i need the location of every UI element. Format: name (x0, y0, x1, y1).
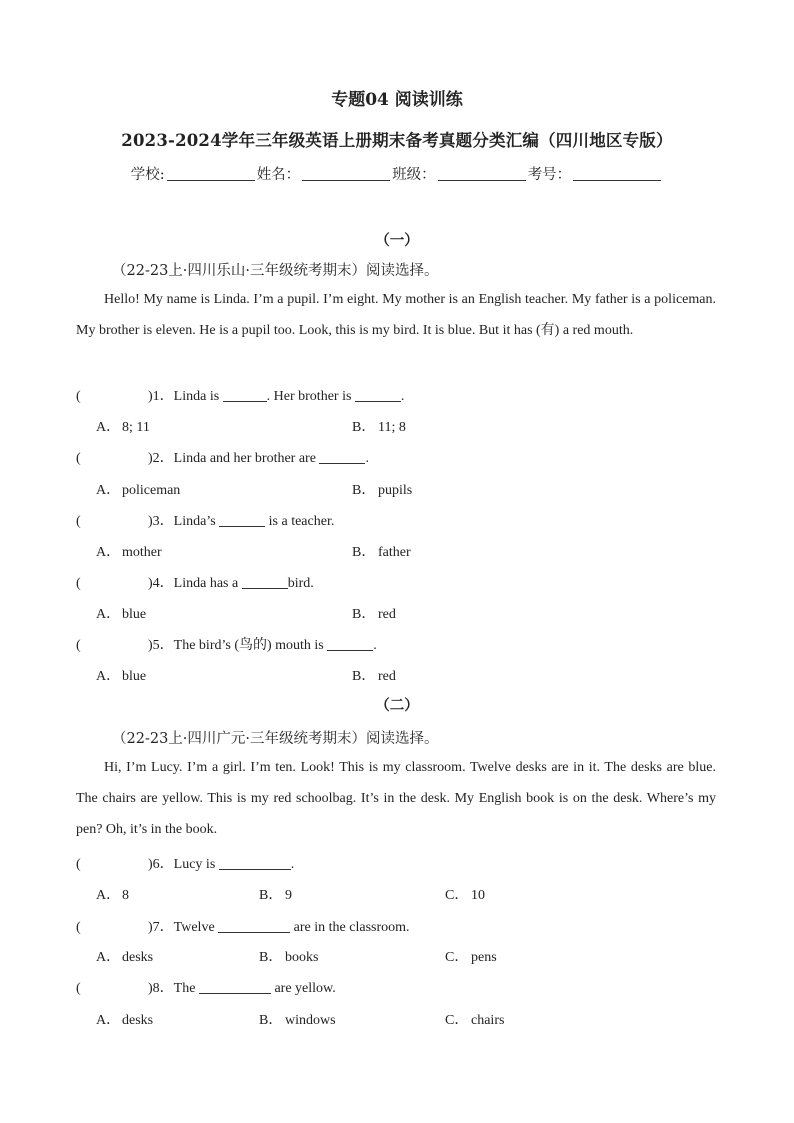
page-title: 专题04 阅读训练 (331, 90, 463, 110)
question-2: ( )2．Linda and her brother are . (76, 451, 369, 466)
option-5b[interactable]: B． red (352, 669, 396, 684)
question-8: ( )8．The are yellow. (76, 981, 336, 996)
option-8b[interactable]: B． windows (259, 1013, 336, 1028)
option-4b[interactable]: B． red (352, 607, 396, 622)
option-2a[interactable]: A． policeman (96, 483, 181, 498)
question-7: ( )7．Twelve are in the classroom. (76, 920, 410, 935)
class-field[interactable] (438, 166, 526, 181)
section-1-source: （22-23上·四川乐山·三年级统考期末）阅读选择。 (112, 263, 439, 279)
student-info-line (0, 163, 794, 184)
option-2b[interactable]: B． pupils (352, 483, 413, 498)
answer-blank[interactable] (327, 637, 373, 651)
answer-blank[interactable] (355, 388, 401, 402)
option-7c[interactable]: C． pens (445, 950, 497, 965)
answer-blank[interactable] (219, 513, 265, 527)
option-8c[interactable]: C． chairs (445, 1013, 505, 1028)
option-6c[interactable]: C． 10 (445, 888, 485, 903)
exam-no-field[interactable] (573, 166, 661, 181)
answer-blank[interactable] (319, 450, 365, 464)
section-2-passage: Hi, I’m Lucy. I’m a girl. I’m ten. Look! This is my classroom. Twelve desks are in it. The desks are blue. The chairs are yellow. This is my red schoolbag. It’s in the desk. My English book is on the desk. Where’s my pen? Oh, it’s in the book. (76, 760, 716, 837)
option-7a[interactable]: A． desks (96, 950, 154, 965)
answer-blank[interactable] (223, 388, 267, 402)
school-field[interactable] (167, 166, 255, 181)
option-8a[interactable]: A． desks (96, 1013, 154, 1028)
option-3b[interactable]: B． father (352, 545, 411, 560)
exam-no-label: 考号： (527, 167, 572, 183)
question-3: ( )3．Linda’s is a teacher. (76, 514, 335, 529)
option-7b[interactable]: B． books (259, 950, 319, 965)
answer-blank[interactable] (242, 575, 288, 589)
class-label: 班级： (392, 167, 436, 183)
question-6: ( )6．Lucy is . (76, 857, 295, 872)
answer-blank[interactable] (199, 980, 271, 994)
option-1a[interactable]: A． 8; 11 (96, 420, 150, 435)
answer-blank[interactable] (219, 856, 291, 870)
question-5: ( )5．The bird’s (鸟的) mouth is . (76, 638, 377, 653)
section-1-passage: Hello! My name is Linda. I’m a pupil. I’m eight. My mother is an English teacher. My father is a policeman. My brother is eleven. He is a pupil too. Look, this is my bird. It is blue. But it has (有) a red mouth. (76, 292, 716, 338)
name-label: 姓名： (256, 167, 301, 183)
question-4: ( )4．Linda has a bird. (76, 576, 314, 591)
question-1: ( )1．Linda is . Her brother is . (76, 389, 405, 404)
option-3a[interactable]: A． mother (96, 545, 162, 560)
section-2-source: （22-23上·四川广元·三年级统考期末）阅读选择。 (112, 731, 439, 747)
section-1-heading: （一） (375, 232, 419, 249)
school-label: 学校: (130, 167, 165, 183)
option-1b[interactable]: B． 11; 8 (352, 420, 406, 435)
option-6a[interactable]: A． 8 (96, 888, 129, 903)
page-subtitle: 2023-2024学年三年级英语上册期末备考真题分类汇编（四川地区专版） (121, 131, 673, 150)
option-6b[interactable]: B． 9 (259, 888, 292, 903)
option-5a[interactable]: A． blue (96, 669, 147, 684)
answer-blank[interactable] (218, 919, 290, 933)
section-2-heading: （二） (375, 697, 419, 714)
option-4a[interactable]: A． blue (96, 607, 147, 622)
name-field[interactable] (302, 166, 390, 181)
